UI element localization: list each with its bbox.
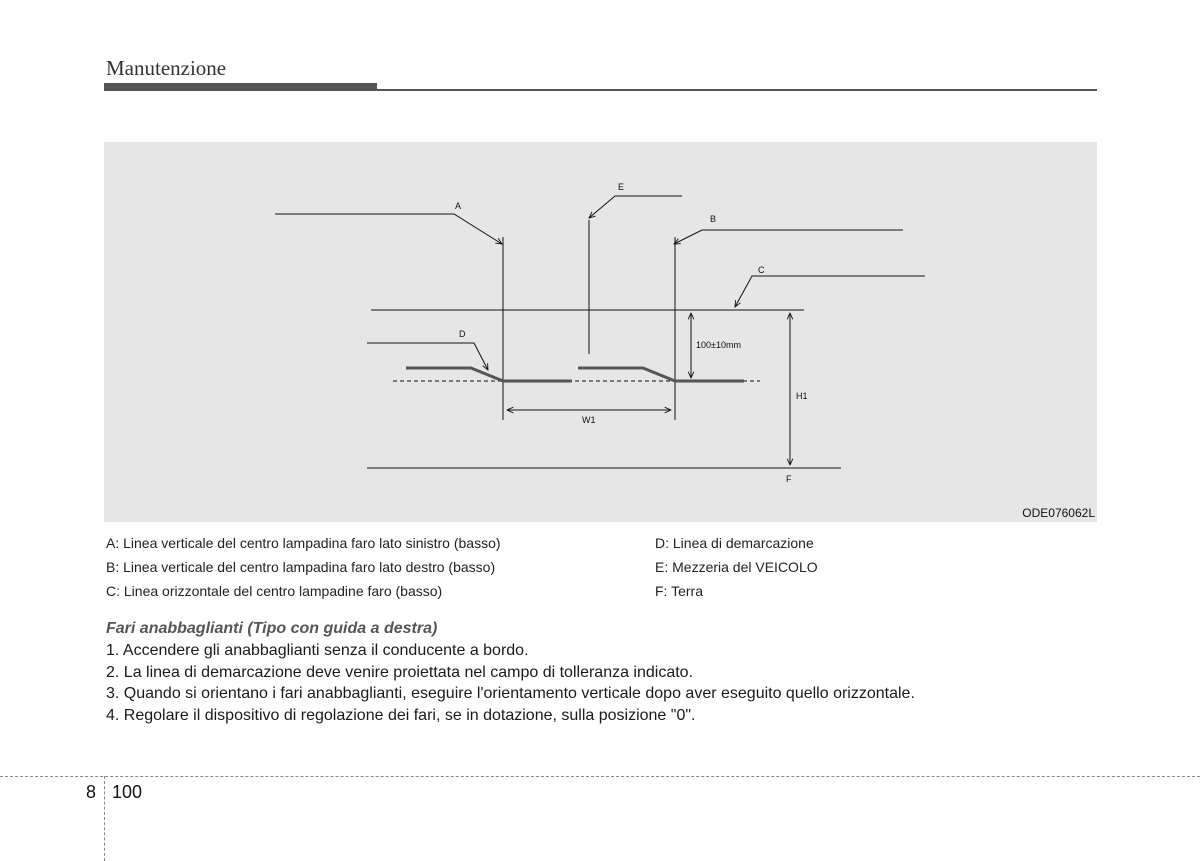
diagram-svg [104, 142, 1097, 522]
legend-right-column [655, 531, 818, 603]
leader-c [735, 276, 925, 307]
step-3: 3. Quando si orientano i fari anabbaglianti, eseguire l'orientamento verticale dopo aver eseguito quello orizzontale. [106, 685, 915, 702]
leader-d [367, 343, 488, 370]
figure-code: ODE076062L [1022, 506, 1095, 520]
label-w1: W1 [582, 415, 596, 425]
leader-e [589, 196, 682, 218]
label-e: E [618, 182, 625, 192]
label-tolerance: 100±10mm [696, 340, 741, 350]
legend-item-f: F: Terra [655, 583, 703, 599]
leader-b [674, 230, 903, 244]
leader-a [275, 214, 502, 244]
cutoff-line-left [406, 368, 572, 381]
label-c: C [758, 265, 765, 275]
legend-item-b: B: Linea verticale del centro lampadina faro lato destro (basso) [106, 559, 496, 575]
legend-item-a: A: Linea verticale del centro lampadina faro lato sinistro (basso) [106, 535, 501, 551]
page-header-title: Manutenzione [106, 56, 227, 80]
footer-divider [0, 776, 1200, 777]
step-4: 4. Regolare il dispositivo di regolazione dei fari, se in dotazione, sulla posizione "0". [106, 706, 696, 724]
label-h1: H1 [796, 391, 808, 401]
page-section-number: 8 [86, 782, 97, 802]
legend-item-e: E: Mezzeria del VEICOLO [655, 559, 818, 575]
headlight-aiming-diagram [104, 142, 1097, 522]
legend-left-column [106, 531, 501, 603]
legend-item-c: C: Linea orizzontale del centro lampadine faro (basso) [106, 583, 443, 599]
cutoff-line-right [578, 368, 744, 381]
instruction-steps [106, 640, 915, 726]
step-2: 2. La linea di demarcazione deve venire proiettata nel campo di tolleranza indicato. [106, 663, 694, 681]
label-f: F [786, 474, 792, 484]
header-rule-thin [104, 89, 1097, 91]
legend-item-d: D: Linea di demarcazione [655, 535, 814, 551]
label-d: D [459, 329, 466, 339]
step-1: 1. Accendere gli anabbaglianti senza il conducente a bordo. [106, 642, 529, 659]
section-title: Fari anabbaglianti (Tipo con guida a destra) [106, 620, 438, 637]
footer-vertical-divider [104, 776, 105, 861]
label-a: A [455, 201, 462, 211]
label-b: B [710, 214, 717, 224]
page-number: 100 [112, 782, 143, 802]
